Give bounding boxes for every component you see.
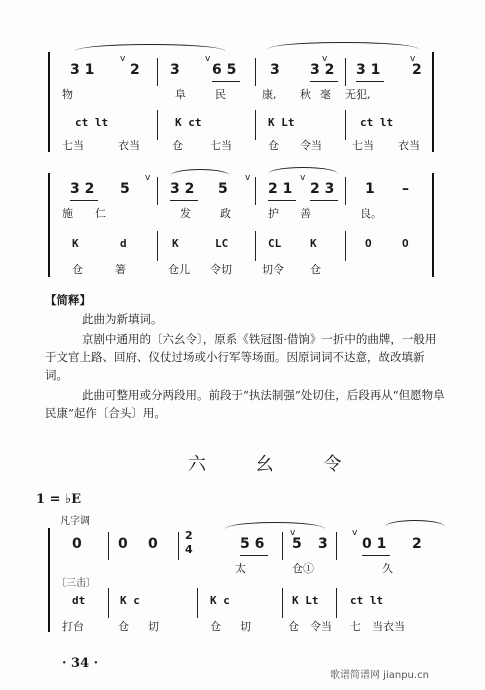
key-signature: 1 = ♭E: [36, 492, 82, 507]
percussion-notation: K Lt: [292, 594, 319, 607]
percussion-notation: ct lt: [350, 594, 384, 607]
time-sig-denominator: 4: [185, 543, 193, 556]
percussion-notation: K: [310, 237, 317, 250]
lyric: 政: [220, 207, 231, 220]
jianpu-note: 3: [318, 536, 328, 552]
barline: [345, 110, 346, 140]
score-system-1: [0, 40, 485, 160]
percussion-syllable: 七当: [210, 139, 232, 152]
barline: [197, 588, 198, 618]
slur: [225, 522, 325, 529]
jianpu-note: 2 1: [268, 181, 293, 197]
barline: [432, 52, 434, 152]
rhythm-underline: [212, 81, 240, 82]
percussion-notation: ct lt: [75, 116, 109, 129]
breath-mark: v: [410, 54, 416, 64]
slur: [268, 42, 418, 49]
percussion-syllable: 衣当: [118, 139, 140, 152]
percussion-syllable: 仓: [310, 263, 321, 276]
jianpu-note: 3 2: [170, 181, 195, 197]
lyric: 物: [62, 88, 73, 101]
percussion-notation: K ct: [175, 116, 202, 129]
lyric: 太: [235, 562, 246, 575]
notes-paragraph-2: 京剧中通用的〔六幺令〕，原系《铁冠图·借饷》一折中的曲牌，一般用于文官上路、回府、仪仗过场或小行军等场面。因原词词不达意，故改填新词。: [45, 332, 437, 382]
barline: [282, 588, 283, 618]
jianpu-note: 3 2: [310, 62, 335, 78]
jianpu-note: 3 1: [70, 62, 95, 78]
percussion-syllable: 衣当: [398, 139, 420, 152]
jianpu-note: 5 6: [240, 536, 265, 552]
percussion-notation: K: [172, 237, 179, 250]
jianpu-note: 2 3: [310, 181, 335, 197]
percussion-notation: CL: [268, 237, 282, 250]
lyric: 阜: [175, 88, 186, 101]
jianpu-note: 1: [365, 181, 375, 197]
time-sig-numerator: 2: [185, 529, 193, 542]
barline: [345, 231, 346, 261]
percussion-syllable: 当衣当: [372, 620, 405, 633]
jianpu-note: 0: [72, 536, 82, 552]
system-brace: [48, 528, 50, 632]
system-brace: [48, 173, 50, 277]
percussion-notation: dt: [72, 594, 86, 607]
lyric: 民: [215, 88, 226, 101]
percussion-syllable: 切: [240, 620, 251, 633]
rhythm-underline: [310, 200, 338, 201]
jianpu-note: 0: [148, 536, 158, 552]
breath-mark: v: [205, 54, 211, 64]
barline: [157, 110, 158, 140]
lyric: 康,: [262, 88, 277, 101]
percussion-syllable: 七当: [62, 139, 84, 152]
lyric: 护: [268, 207, 279, 220]
percussion-syllable: 七: [350, 620, 361, 633]
barline: [255, 110, 256, 140]
lyric: 无犯,: [345, 88, 371, 101]
jianpu-note: 2: [130, 62, 140, 78]
percussion-syllable: 切令: [262, 263, 284, 276]
percussion-syllable: 仓: [268, 139, 279, 152]
lyric: 毫: [320, 88, 331, 101]
percussion-notation: d: [120, 237, 127, 250]
breath-mark: v: [322, 54, 328, 64]
percussion-syllable: 令切: [210, 263, 232, 276]
jianpu-note: –: [402, 181, 409, 197]
breath-mark: v: [245, 173, 251, 183]
watermark: 歌谱简谱网 jianpu.cn: [330, 670, 429, 681]
barline: [345, 177, 346, 205]
percussion-syllable: 七当: [352, 139, 374, 152]
rhythm-underline: [240, 555, 268, 556]
slur: [75, 44, 225, 51]
jianpu-note: 0: [118, 536, 128, 552]
score-system-2: [0, 165, 485, 285]
barline: [255, 231, 256, 261]
percussion-notation: K: [72, 237, 79, 250]
jianpu-note: 2: [412, 62, 422, 78]
percussion-notation: LC: [215, 237, 229, 250]
percussion-pattern-label: 〔三击〕: [56, 578, 96, 589]
percussion-syllable: 令当: [310, 620, 332, 633]
barline: [108, 532, 109, 560]
rhythm-underline: [268, 200, 296, 201]
system-brace: [48, 52, 50, 152]
percussion-syllable: 仓: [118, 620, 129, 633]
rhythm-underline: [70, 200, 98, 201]
percussion-notation: O: [365, 237, 372, 250]
jianpu-note: 3: [170, 62, 180, 78]
lyric: 仁: [95, 207, 106, 220]
barline: [336, 588, 337, 618]
slur: [385, 520, 445, 527]
barline: [345, 58, 346, 86]
percussion-syllable: 仓: [172, 139, 183, 152]
breath-mark: v: [145, 173, 151, 183]
barline: [432, 173, 434, 277]
barline: [157, 231, 158, 261]
mode-label: 凡字调: [60, 516, 90, 527]
notes-heading: 【简释】: [45, 293, 91, 307]
piece-title: 六 幺 令: [188, 454, 364, 475]
jianpu-note: 6 5: [212, 62, 237, 78]
lyric: 仓①: [292, 562, 314, 575]
percussion-syllable: 仓儿: [168, 263, 190, 276]
barline: [336, 532, 337, 560]
jianpu-note: 5: [218, 181, 228, 197]
lyric: 秋: [300, 88, 311, 101]
jianpu-note: 0 1: [362, 536, 387, 552]
notes-paragraph-1: 此曲为新填词。: [82, 312, 163, 326]
slur: [170, 169, 230, 176]
jianpu-note: 3 1: [356, 62, 381, 78]
lyric: 良。: [360, 207, 382, 220]
percussion-syllable: 切: [148, 620, 159, 633]
jianpu-note: 3 2: [70, 181, 95, 197]
notes-paragraph-3: 此曲可整用或分两段用。前段于“执法制强”处切住，后段再从“但愿物阜民康”起作〔合头〕用。: [45, 388, 445, 420]
jianpu-note: 2: [412, 536, 422, 552]
lyric: 善: [300, 207, 311, 220]
percussion-syllable: 箸: [115, 263, 126, 276]
percussion-notation: K c: [210, 594, 230, 607]
barline: [255, 58, 256, 86]
rhythm-underline: [170, 200, 198, 201]
rhythm-underline: [310, 81, 338, 82]
barline: [108, 588, 109, 618]
lyric: 发: [180, 207, 191, 220]
breath-mark: v: [120, 54, 126, 64]
percussion-notation: K Lt: [268, 116, 295, 129]
breath-mark: v: [352, 528, 358, 538]
percussion-notation: ct lt: [360, 116, 394, 129]
percussion-syllable: 仓: [288, 620, 299, 633]
percussion-syllable: 仓: [72, 263, 83, 276]
barline: [178, 532, 179, 560]
jianpu-note: 5: [120, 181, 130, 197]
barline: [157, 177, 158, 205]
barline: [157, 58, 158, 86]
percussion-notation: K c: [120, 594, 140, 607]
jianpu-note: 3: [270, 62, 280, 78]
percussion-notation: O: [402, 237, 409, 250]
score-system-3: [0, 512, 485, 637]
page-number: · 34 ·: [62, 656, 99, 671]
percussion-syllable: 令当: [300, 139, 322, 152]
lyric: 久: [382, 562, 393, 575]
barline: [255, 177, 256, 205]
jianpu-note: 5: [292, 536, 302, 552]
rhythm-underline: [356, 81, 384, 82]
percussion-syllable: 仓: [210, 620, 221, 633]
rhythm-underline: [362, 555, 390, 556]
breath-mark: v: [300, 173, 306, 183]
lyric: 施: [62, 207, 73, 220]
barline: [282, 532, 283, 560]
breath-mark: v: [290, 528, 296, 538]
percussion-syllable: 打台: [62, 620, 84, 633]
